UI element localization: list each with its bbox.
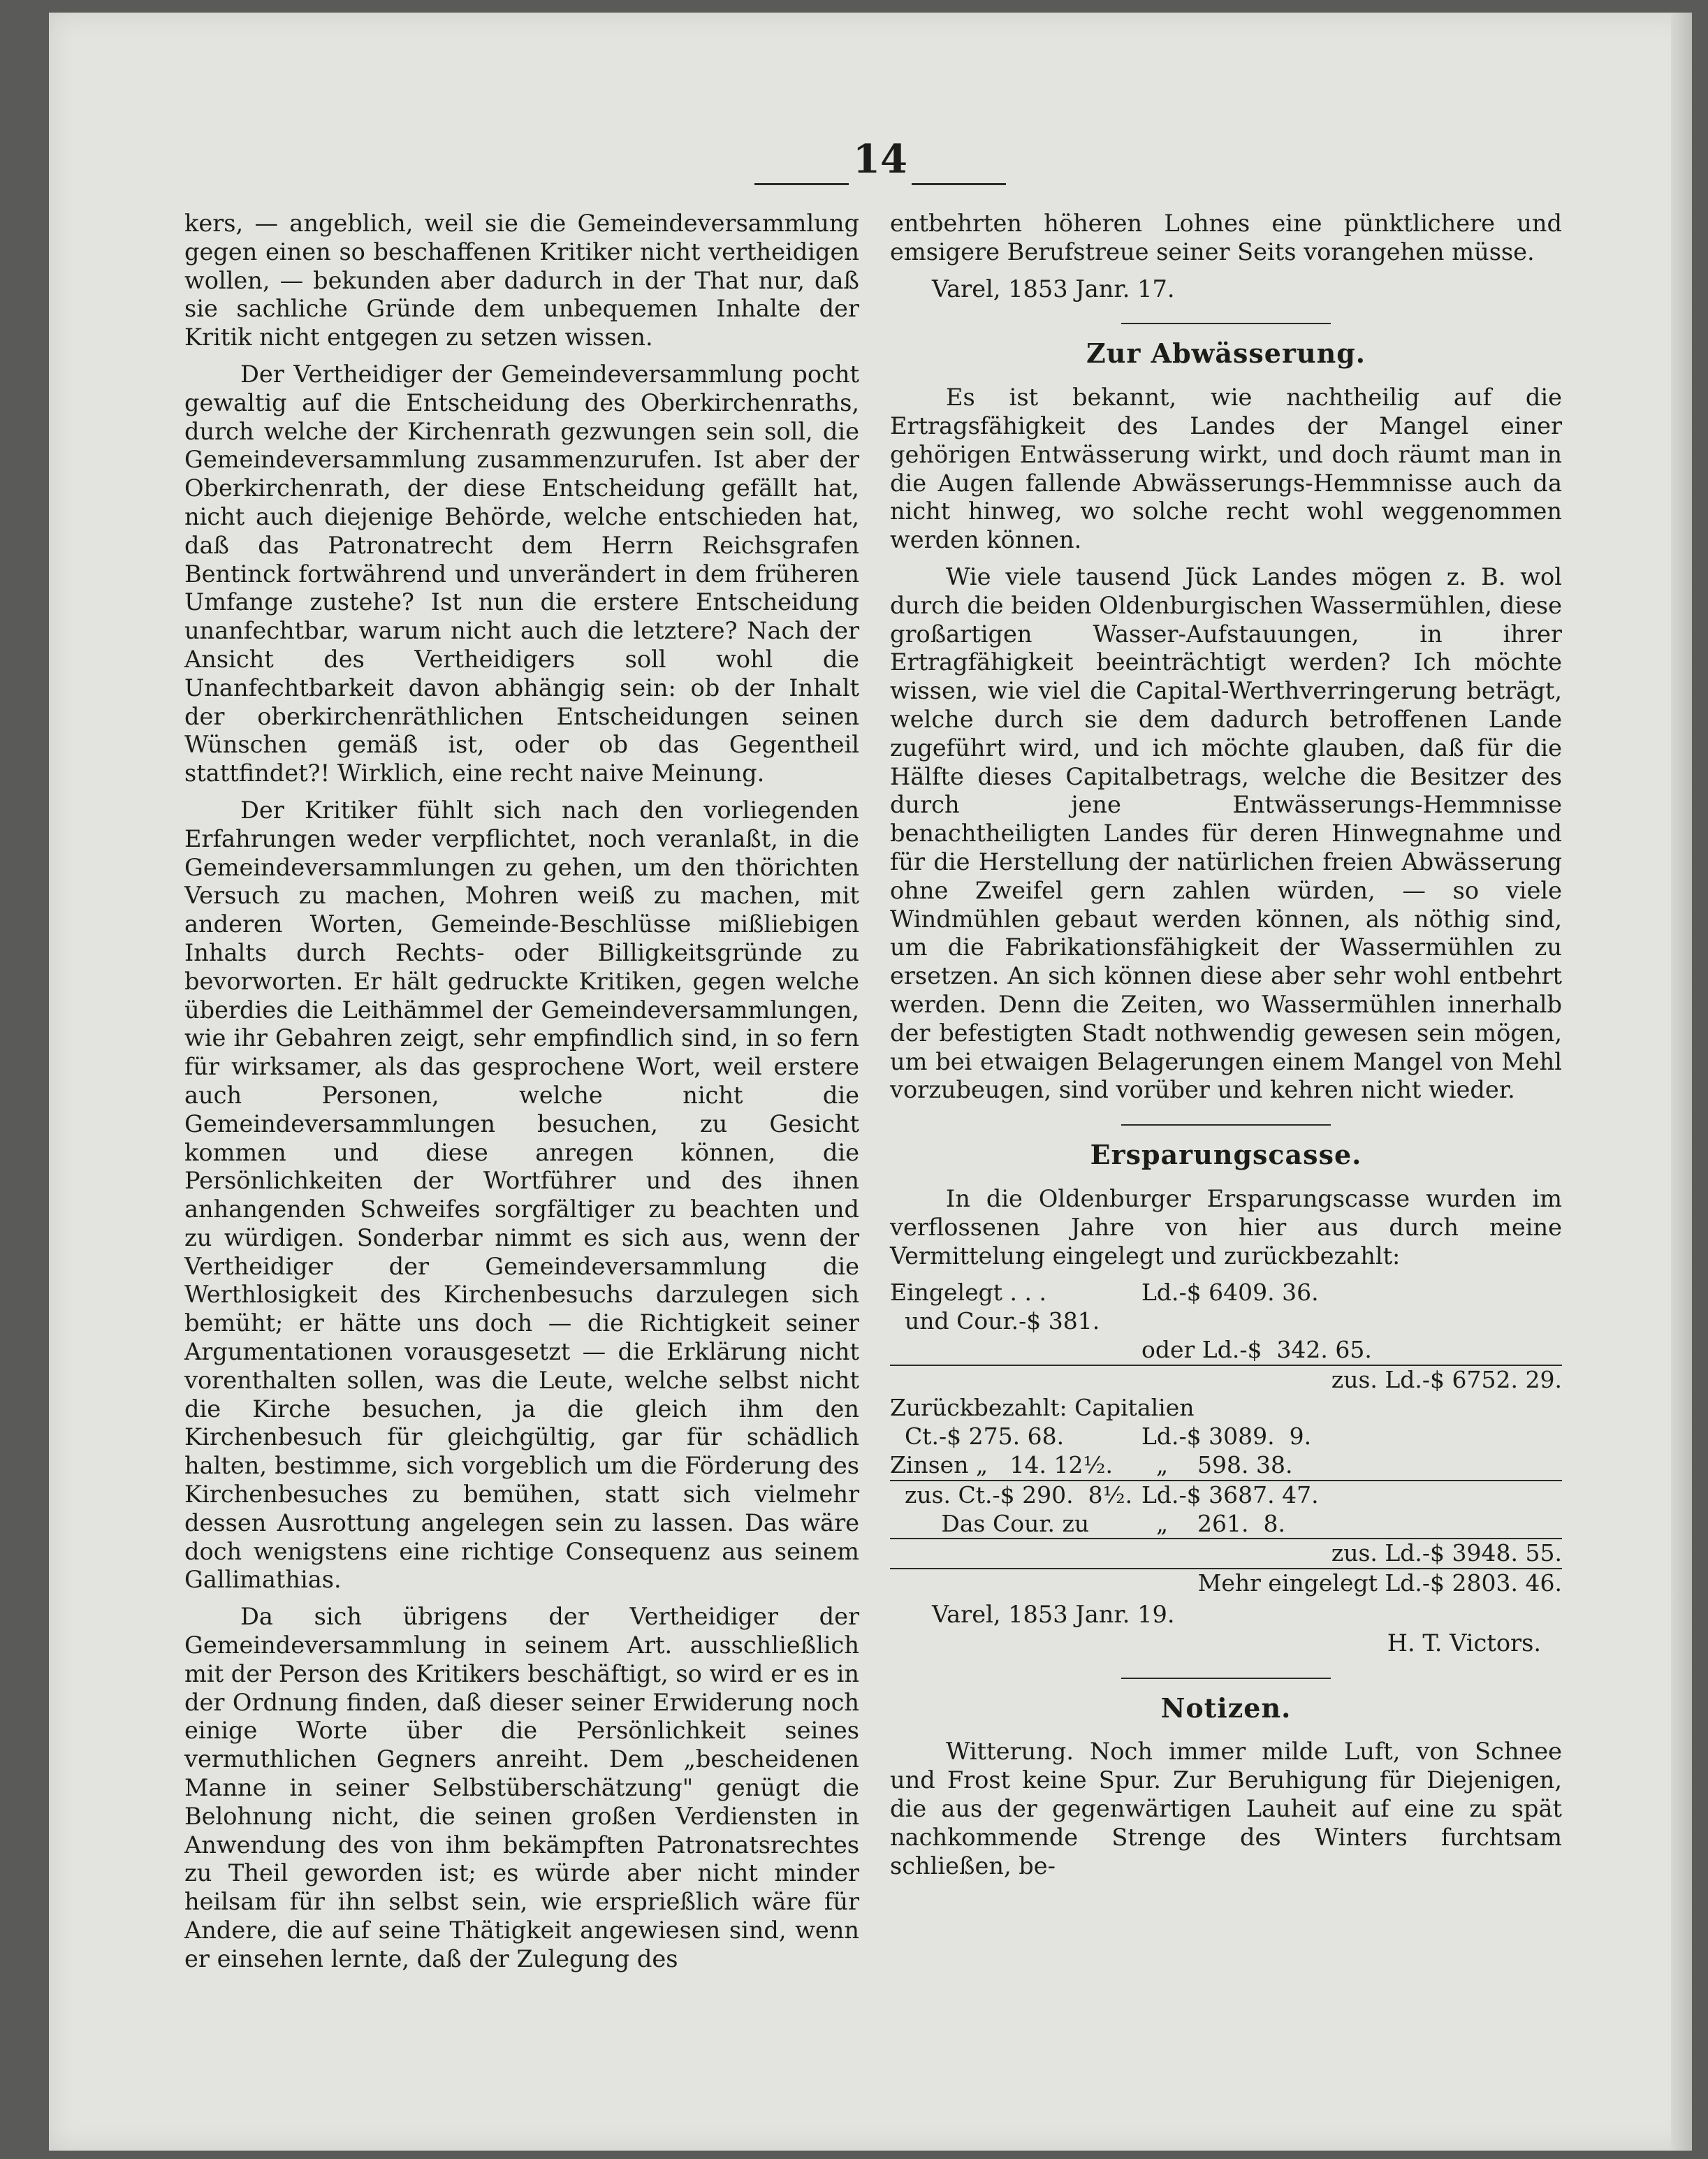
account-row: oder Ld.-$ 342. 65. bbox=[890, 1336, 1562, 1366]
section-divider bbox=[1121, 1678, 1331, 1679]
paragraph: Es ist bekannt, wie nachtheilig auf die Ertragsfähigkeit des Landes der Mangel einer gehörigen Entwässerung wirkt, und doch räumt man in die Augen fallende Abwässerungs-Hemmnisse auch da nicht hinweg, wo solche recht wohl weggenommen werden können. bbox=[890, 384, 1562, 554]
account-row: zus. Ct.-$ 290. 8½. Ld.-$ 3687. 47. bbox=[890, 1481, 1319, 1509]
account-row: zus. Ld.-$ 3948. 55. bbox=[890, 1539, 1562, 1569]
account-table bbox=[890, 1279, 1562, 1598]
dateline: Varel, 1853 Janr. 17. bbox=[932, 275, 1175, 303]
account-row: Zurückbezahlt: Capitalien bbox=[890, 1394, 1195, 1422]
account-row: und Cour.-$ 381. bbox=[890, 1307, 1100, 1335]
section-heading: Ersparungscasse. bbox=[1090, 1139, 1362, 1171]
account-row: Eingelegt . . . Ld.-$ 6409. 36. bbox=[890, 1279, 1319, 1307]
paragraph: In die Oldenburger Ersparungscasse wurden im verflossenen Jahre von hier aus durch meine Vermittelung eingelegt und zurückbezahlt: bbox=[890, 1184, 1562, 1270]
section-divider bbox=[1121, 323, 1331, 324]
page-number: 14 bbox=[853, 136, 907, 182]
page-edge bbox=[1671, 13, 1692, 2151]
paragraph: Der Kritiker fühlt sich nach den vorliegenden Erfahrungen weder verpflichtet, noch veranlaßt, in die Gemeindeversammlungen zu gehen, um den thörichten Versuch zu machen, Mohren weiß zu machen, mit anderen Worten, Gemeinde-Beschlüsse mißliebigen Inhalts durch Rechts- oder Billigkeitsgründe zu bevorworten. Er hält gedruckte Kritiken, gegen welche überdies die Leithämmel der Gemeindeversammlungen, wie ihr Gebahren zeigt, sehr empfindlich sind, in so fern für wirksamer, als das gesprochene Wort, weil erstere auch Personen, welche nicht die Gemeindeversammlungen besuchen, zu Gesicht kommen und diese anregen können, die Persönlichkeiten der Wortführer und des ihnen anhangenden Schweifes sorgfältiger zu beachten und zu würdigen. Sonderbar nimmt es sich aus, wenn der Vertheidiger der Gemeindeversammlung die Werthlosigkeit des Kirchenbesuchs darzulegen sich bemüht; er hätte uns doch — die Richtigkeit seiner Argumentationen vorausgesetzt — die Erklärung nicht vorenthalten sollen, was die Leute, welche selbst nicht die Kirche besuchen, ja die gleich ihm den Kirchenbesuch für gleichgültig, gar für schädlich halten, bestimme, sich vorgeblich um die Förderung des Kirchenbesuches zu bemühen, statt sich vielmehr dessen Ausrottung angelegen sein zu lassen. Das wäre doch wenigstens eine richtige Consequenz aus seinem Gallimathias. bbox=[184, 796, 859, 1594]
paragraph: kers, — angeblich, weil sie die Gemeindeversammlung gegen einen so beschaffenen Kritiker nicht vertheidigen wollen, — bekunden aber dadurch in der That nur, daß sie sachliche Gründe dem unbequemen Inhalte der Kritik nicht entgegen zu setzen wissen. bbox=[184, 210, 859, 351]
account-row: Ct.-$ 275. 68. Ld.-$ 3089. 9. bbox=[890, 1423, 1312, 1451]
paragraph-continuation: entbehrten höheren Lohnes eine pünktlichere und emsigere Berufstreue seiner Seits vorangehen müsse. bbox=[890, 210, 1562, 266]
signature-line bbox=[890, 1601, 1562, 1629]
paragraph: Witterung. Noch immer milde Luft, von Schnee und Frost keine Spur. Zur Beruhigung für Diejenigen, die aus der gegenwärtigen Lauheit auf eine zu spät nachkommende Strenge des Winters furchtsam schließen, be- bbox=[890, 1738, 1562, 1880]
paragraph: Der Vertheidiger der Gemeindeversammlung pocht gewaltig auf die Entscheidung des Oberkirchenraths, durch welche der Kirchenrath gezwungen sein soll, die Gemeindeversammlung zusammenzurufen. Ist aber der Oberkirchenrath, der diese Entscheidung gefällt hat, nicht auch diejenige Behörde, welche entschieden hat, daß das Patronatrecht dem Herrn Reichsgrafen Bentinck fortwährend und unverändert in dem früheren Umfange zustehe? Ist nun die erstere Entscheidung unanfechtbar, warum nicht auch die letztere? Nach der Ansicht des Vertheidigers soll wohl die Unanfechtbarkeit davon abhängig sein: ob der Inhalt der oberkirchenräthlichen Entscheidungen seinen Wünschen gemäß ist, oder ob das Gegentheil stattfindet?! Wirklich, eine recht naive Meinung. bbox=[184, 360, 859, 787]
account-row: Zinsen „ 14. 12½. „ 598. 38. bbox=[890, 1451, 1562, 1481]
right-column bbox=[890, 210, 1562, 1889]
header-rule-right bbox=[912, 183, 1006, 185]
paragraph: Da sich übrigens der Vertheidiger der Gemeindeversammlung in seinem Art. ausschließlich mit der Person des Kritikers beschäftigt, so wird er es in der Ordnung finden, daß dieser seiner Erwiderung noch einige Worte über die Persönlichkeit seines vermuthlichen Gegners anreiht. Dem „bescheidenen Manne in seiner Selbstüberschätzung" genügt die Belohnung nicht, die seinen großen Verdiensten in Anwendung des von ihm bekämpften Patronatsrechtes zu Theil geworden ist; es würde aber nicht minder heilsam für ihn selbst sein, wie ersprießlich wäre für Andere, die auf seine Thätigkeit angewiesen sind, wenn er einsehen lernte, daß der Zulegung des bbox=[184, 1603, 859, 1972]
paragraph: Wie viele tausend Jück Landes mögen z. B. wol durch die beiden Oldenburgischen Wassermühlen, diese großartigen Wasser-Aufstauungen, in ihrer Ertragfähigkeit beeinträchtigt werden? Ich möchte wissen, wie viel die Capital-Werthverringerung beträgt, welche durch sie dem dadurch betroffenen Lande zugeführt wird, und ich möchte glauben, daß für die Hälfte dieses Capitalbetrags, welche die Besitzer des durch jene Entwässerungs-Hemmnisse benachtheiligten Landes für deren Hinwegnahme und für die Herstellung der natürlichen freien Abwässerung ohne Zweifel gern zahlen würden, — so viele Windmühlen gebaut werden können, als nöthig sind, um die Fabrikationsfähigkeit der Wassermühlen zu ersetzen. An sich können diese aber sehr wohl entbehrt werden. Denn die Zeiten, wo Wassermühlen innerhalb der befestigten Stadt nothwendig gewesen sein mögen, um bei etwaigen Belagerungen einem Mangel von Mehl vorzubeugen, sind vorüber und kehren nicht wieder. bbox=[890, 562, 1562, 1104]
header-rule-left bbox=[754, 183, 849, 185]
section-heading: Zur Abwässerung. bbox=[1086, 337, 1366, 370]
signature: H. T. Victors. bbox=[1387, 1629, 1541, 1657]
account-row: zus. Ld.-$ 6752. 29. bbox=[1331, 1365, 1562, 1393]
account-row: Das Cour. zu „ 261. 8. bbox=[890, 1510, 1562, 1540]
left-column bbox=[184, 210, 859, 1982]
account-row: Mehr eingelegt Ld.-$ 2803. 46. bbox=[1197, 1569, 1562, 1597]
dateline: Varel, 1853 Janr. 19. bbox=[932, 1601, 1175, 1629]
section-heading: Notizen. bbox=[1160, 1692, 1292, 1724]
section-divider bbox=[1121, 1124, 1331, 1126]
